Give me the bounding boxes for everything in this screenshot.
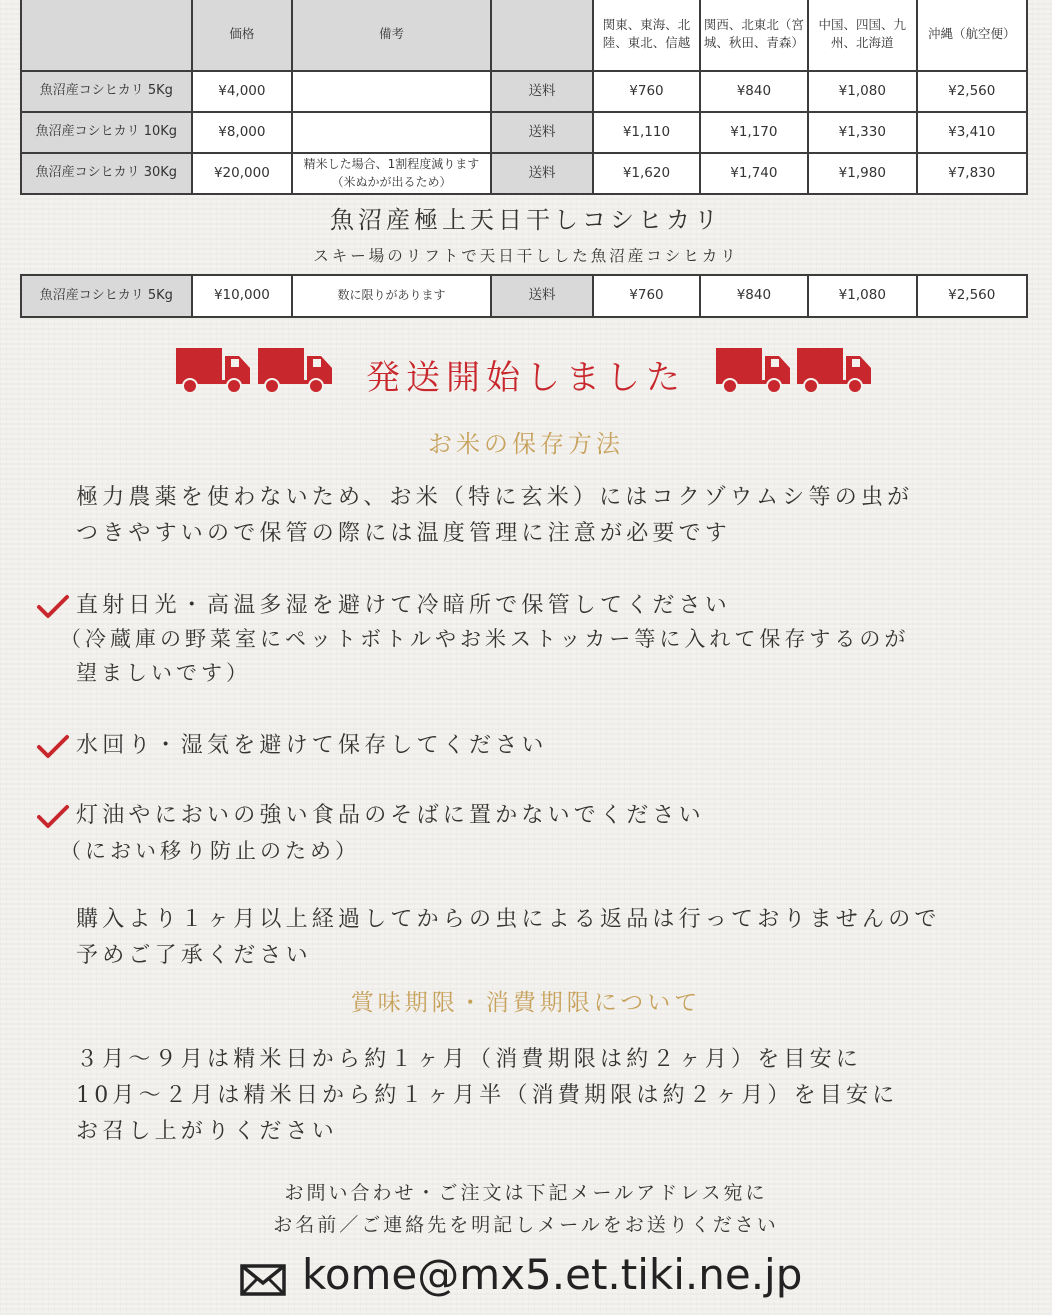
product-name: 魚沼産コシヒカリ 10Kg <box>21 112 192 153</box>
storage-tip-note: 望ましいです） <box>76 661 251 685</box>
header-cell <box>21 0 192 71</box>
email-address-link[interactable]: kome@mx5.et.tiki.ne.jp <box>302 1250 803 1299</box>
product-name: 魚沼産コシヒカリ 30Kg <box>21 153 192 194</box>
expiry-line: 10月〜２月は精米日から約１ヶ月半（消費期限は約２ヶ月）を目安に <box>76 1083 899 1108</box>
shipping-rate: ¥760 <box>593 275 699 317</box>
shipping-rate: ¥1,330 <box>808 112 916 153</box>
storage-tip-note: （におい移り防止のため） <box>60 839 360 863</box>
shipping-label: 送料 <box>491 153 593 194</box>
table-row <box>21 153 1027 194</box>
expiry-line: ３月〜９月は精米日から約１ヶ月（消費期限は約２ヶ月）を目安に <box>76 1047 863 1072</box>
check-icon <box>36 594 70 620</box>
table-row <box>21 71 1027 112</box>
premium-title: 魚沼産極上天日干しコシヒカリ <box>330 206 722 234</box>
header-region-chugoku: 中国、四国、九州、北海道 <box>808 0 916 71</box>
shipping-rate: ¥1,980 <box>808 153 916 194</box>
shipping-rate: ¥2,560 <box>917 71 1027 112</box>
shipping-started-text: 発送開始しました <box>366 358 686 398</box>
expiry-heading: 賞味期限・消費期限について <box>350 990 702 1016</box>
shipping-rate: ¥1,620 <box>593 153 699 194</box>
shipping-rate: ¥2,560 <box>917 275 1027 317</box>
returns-line: 予めご了承ください <box>76 943 312 968</box>
shipping-label: 送料 <box>491 112 593 153</box>
header-cell <box>491 0 593 71</box>
storage-tip-note: （冷蔵庫の野菜室にペットボトルやお米ストッカー等に入れて保存するのが <box>60 627 910 651</box>
header-region-kansai: 関西、北東北（宮城、秋田、青森） <box>700 0 808 71</box>
product-price: ¥20,000 <box>192 153 292 194</box>
table-header-row <box>21 0 1027 71</box>
storage-tip <box>36 588 1036 624</box>
storage-intro-line: 極力農薬を使わないため、お米（特に玄米）にはコクゾウムシ等の虫が <box>76 485 914 510</box>
shipping-rate: ¥1,170 <box>700 112 808 153</box>
shipping-rate: ¥840 <box>700 71 808 112</box>
truck-icon <box>176 348 252 394</box>
product-price: ¥8,000 <box>192 112 292 153</box>
returns-line: 購入より１ヶ月以上経過してからの虫による返品は行っておりませんので <box>76 907 941 932</box>
product-note <box>292 71 491 112</box>
returns-notice <box>76 902 1016 974</box>
contact-line: お問い合わせ・ご注文は下記メールアドレス宛に <box>284 1182 768 1204</box>
table-row <box>21 112 1027 153</box>
expiry-line: お召し上がりください <box>76 1119 339 1144</box>
storage-tip <box>36 798 1036 834</box>
truck-icon <box>258 348 334 394</box>
shipping-price-table <box>20 0 1028 195</box>
product-price: ¥4,000 <box>192 71 292 112</box>
product-note <box>292 112 491 153</box>
storage-intro-line: つきやすいので保管の際には温度管理に注意が必要です <box>76 521 732 546</box>
shipping-rate: ¥1,080 <box>808 71 916 112</box>
shipping-rate: ¥1,110 <box>593 112 699 153</box>
premium-price-table <box>20 274 1028 318</box>
product-price: ¥10,000 <box>192 275 292 317</box>
header-note: 備考 <box>292 0 491 71</box>
storage-tip-text: 直射日光・高温多湿を避けて冷暗所で保管してください <box>76 593 732 618</box>
product-note: 数に限りがあります <box>292 275 491 317</box>
storage-tip <box>36 728 1036 764</box>
check-icon <box>36 734 70 760</box>
check-icon <box>36 804 70 830</box>
storage-tip-text: 灯油やにおいの強い食品のそばに置かないでください <box>76 803 705 828</box>
storage-tip-text: 水回り・湿気を避けて保存してください <box>76 733 548 758</box>
expiry-text <box>76 1042 1016 1150</box>
shipping-rate: ¥1,740 <box>700 153 808 194</box>
email-row <box>240 1250 940 1306</box>
product-name: 魚沼産コシヒカリ 5Kg <box>21 71 192 112</box>
truck-icon <box>797 348 873 394</box>
storage-heading: お米の保存方法 <box>428 430 624 458</box>
shipping-label: 送料 <box>491 71 593 112</box>
shipping-rate: ¥1,080 <box>808 275 916 317</box>
table-row <box>21 275 1027 317</box>
header-region-okinawa: 沖縄（航空便） <box>917 0 1027 71</box>
truck-icon <box>716 348 792 394</box>
shipping-label: 送料 <box>491 275 593 317</box>
storage-intro <box>76 480 1016 552</box>
shipping-rate: ¥7,830 <box>917 153 1027 194</box>
header-price: 価格 <box>192 0 292 71</box>
premium-subtitle: スキー場のリフトで天日干しした魚沼産コシヒカリ <box>313 247 739 265</box>
shipping-rate: ¥840 <box>700 275 808 317</box>
envelope-icon <box>240 1264 286 1296</box>
header-region-kanto: 関東、東海、北陸、東北、信越 <box>593 0 699 71</box>
shipping-banner <box>0 344 1052 400</box>
product-name: 魚沼産コシヒカリ 5Kg <box>21 275 192 317</box>
contact-line: お名前／ご連絡先を明記しメールをお送りください <box>273 1214 779 1236</box>
product-note: 精米した場合、1割程度減ります（米ぬかが出るため） <box>292 153 491 194</box>
shipping-rate: ¥760 <box>593 71 699 112</box>
shipping-rate: ¥3,410 <box>917 112 1027 153</box>
